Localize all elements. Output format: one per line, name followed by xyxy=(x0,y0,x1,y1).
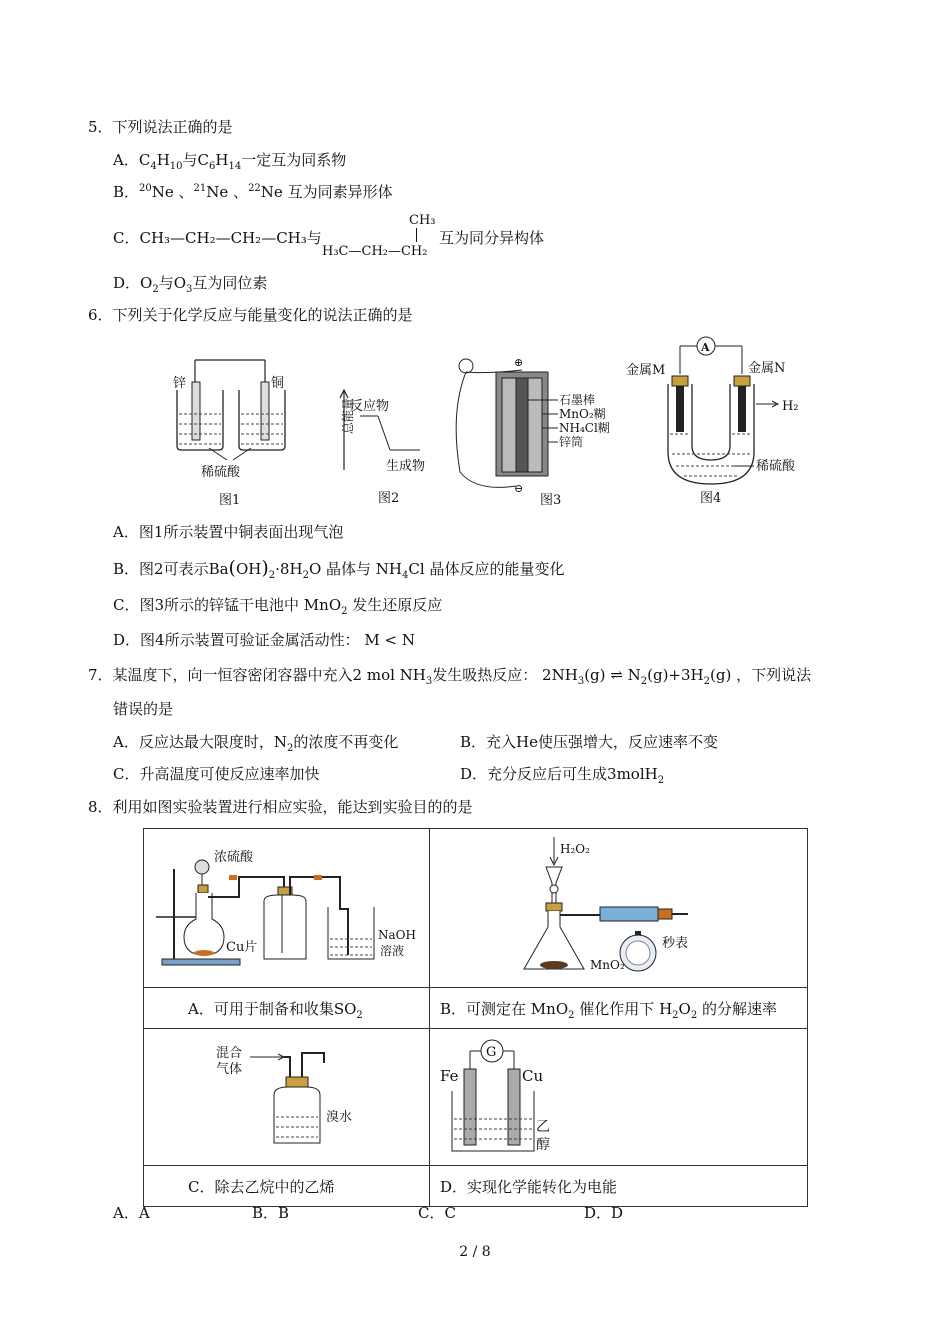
q5-stem: 5．下列说法正确的是 xyxy=(88,118,233,136)
q5-option-b: B．$^{20}$Ne 、$^{21}$Ne 、$^{22}$Ne 互为同素异形体 xyxy=(113,183,393,201)
q6-option-a: A．图1所示装置中铜表面出现气泡 xyxy=(113,523,344,541)
q5-option-a: A．$C_4H_{10}$与$C_6H_{14}$一定互为同系物 xyxy=(113,151,347,172)
figA-acid-label: 浓硫酸 xyxy=(214,850,254,865)
fig3-minus: ⊖ xyxy=(514,482,524,495)
q8-option-d: D．D xyxy=(584,1204,624,1222)
figB-h2o2-label: H₂O₂ xyxy=(560,842,590,856)
q7-stem-line2: 错误的是 xyxy=(113,700,174,718)
figure-3-dry-cell xyxy=(446,352,636,512)
fig3-nh4cl-label: NH₄Cl糊 xyxy=(559,421,610,435)
fig1-caption: 图1 xyxy=(219,493,241,508)
figB-mno2-label: MnO₂ xyxy=(590,958,625,972)
q5-c-ch3: CH₃ xyxy=(409,213,436,228)
figure-a-so2-apparatus xyxy=(144,829,429,983)
figD-g-label: G xyxy=(486,1045,497,1060)
q6-option-b: B．图2可表示$Ba(OH)_2\cdot 8H_2O$ 晶体与 $NH_4Cl$ 晶体反应的能量变化 xyxy=(113,557,565,581)
fig3-caption: 图3 xyxy=(540,493,562,508)
caption-d: D．实现化学能转化为电能 xyxy=(430,1166,808,1207)
caption-c: C．除去乙烷中的乙烯 xyxy=(144,1166,430,1207)
figD-fe-label: Fe xyxy=(440,1067,459,1085)
q7-stem: 7．某温度下，向一恒容密闭容器中充入2 mol $NH_3$发生吸热反应： $2NH_3(g)$ ⇌ $N_2(g)+3H_2(g)$ ，下列说法 xyxy=(88,666,812,687)
q6-option-d: D．图4所示装置可验证金属活动性： M < N xyxy=(113,631,415,649)
figure-c-bromine-wash xyxy=(144,1029,429,1161)
q7-option-b: B．充入He使压强增大，反应速率不变 xyxy=(460,733,718,751)
fig3-zinc-can-label: 锌筒 xyxy=(559,435,584,449)
q6-option-c: C．图3所示的锌锰干电池中 MnO$_2$ 发生还原反应 xyxy=(113,596,443,617)
cell-figure-c xyxy=(144,1029,430,1166)
q5-c-bond xyxy=(416,228,417,242)
figA-naoh-label: NaOH xyxy=(378,928,416,942)
figure-d-cell xyxy=(430,1029,807,1161)
fig2-yaxis-label: 总能量 xyxy=(341,397,355,434)
fig4-acid-label: 稀硫酸 xyxy=(756,459,796,474)
fig3-graphite-label: 石墨棒 xyxy=(559,393,596,407)
fig4-caption: 图4 xyxy=(700,491,722,506)
fig2-reactant-label: 反应物 xyxy=(350,399,390,414)
caption-b: B．可测定在 MnO$_2$ 催化作用下 $H_2O_2$ 的分解速率 xyxy=(430,988,808,1029)
figD-ethanol-label-2: 醇 xyxy=(536,1137,550,1153)
q5-c-branch: H₃C—CH₂—CH₂ xyxy=(322,244,428,259)
fig2-caption: 图2 xyxy=(378,491,400,506)
page-number: 2 / 8 xyxy=(459,1244,491,1260)
q8-stem: 8．利用如图实验装置进行相应实验，能达到实验目的的是 xyxy=(88,798,473,816)
q7-option-d: D．充分反应后可生成3molH$_2$ xyxy=(460,765,665,786)
q8-option-c: C．C xyxy=(418,1204,456,1222)
q5-option-d: D．$O_2$与$O_3$互为同位素 xyxy=(113,274,268,295)
q7-option-c: C．升高温度可使反应速率加快 xyxy=(113,765,320,783)
q7-option-a: A．反应达最大限度时，$N_2$的浓度不再变化 xyxy=(113,733,399,754)
figA-cu-label: Cu片 xyxy=(226,940,258,955)
figD-cu-label: Cu xyxy=(522,1067,544,1085)
fig4-metal-n-label: 金属N xyxy=(748,361,786,376)
q5-c-text: 互为同分异构体 xyxy=(439,229,545,247)
q6-stem: 6．下列关于化学反应与能量变化的说法正确的是 xyxy=(88,306,413,324)
fig3-plus: ⊕ xyxy=(514,356,524,369)
figD-ethanol-label-1: 乙 xyxy=(536,1119,550,1135)
figure-2-energy xyxy=(322,388,442,512)
q5-option-c: C．CH₃—CH₂—CH₂—CH₃与 xyxy=(113,229,322,247)
figure-1-galvanic xyxy=(165,352,310,512)
figC-bromine-label: 溴水 xyxy=(326,1110,353,1125)
cell-figure-a xyxy=(144,829,430,988)
q8-apparatus-table xyxy=(143,828,808,1207)
caption-a: A．可用于制备和收集$SO_2$ xyxy=(144,988,430,1029)
fig4-ammeter-label: A xyxy=(701,341,710,354)
figB-timer-label: 秒表 xyxy=(662,936,689,951)
fig1-acid-label: 稀硫酸 xyxy=(201,465,241,480)
cell-figure-d xyxy=(430,1029,808,1166)
cell-figure-b xyxy=(430,829,808,988)
figC-gas-label-1: 混合 xyxy=(216,1046,243,1061)
figC-gas-label-2: 气体 xyxy=(216,1062,243,1077)
fig3-mno2-label: MnO₂糊 xyxy=(559,407,606,421)
fig4-metal-m-label: 金属M xyxy=(626,363,666,378)
q8-option-b: B．B xyxy=(252,1204,290,1222)
figure-4-u-tube xyxy=(624,334,814,510)
figure-b-rate-apparatus xyxy=(430,829,807,983)
fig4-h2-label: H₂ xyxy=(782,399,799,414)
q8-option-a: A．A xyxy=(113,1204,150,1222)
fig2-product-label: 生成物 xyxy=(386,459,426,474)
fig1-copper-label: 铜 xyxy=(271,376,285,391)
fig1-zinc-label: 锌 xyxy=(173,376,187,391)
figA-sol-label: 溶液 xyxy=(380,944,405,958)
